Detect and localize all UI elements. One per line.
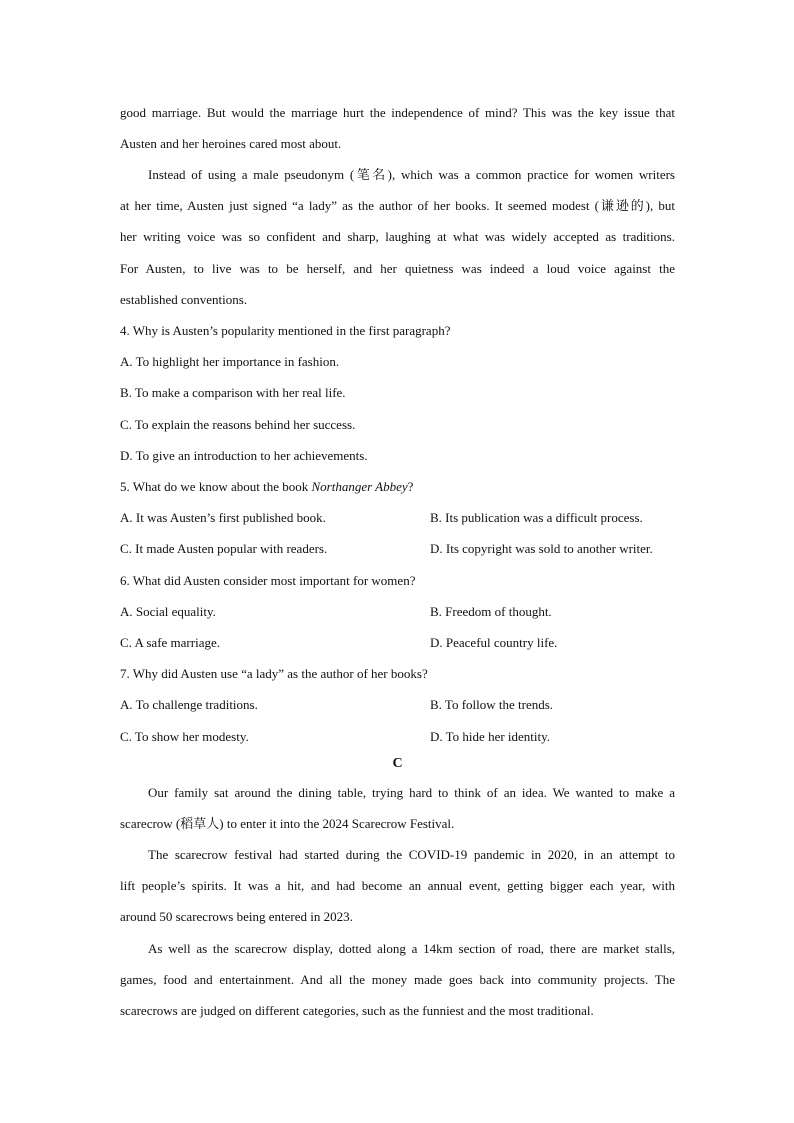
passage-b-line-3: Instead of using a male pseudonym (笔名), which was a common practice for women writers bbox=[148, 167, 675, 182]
question-7-option-a[interactable]: A. To challenge traditions. bbox=[120, 697, 258, 712]
section-c-line-7: games, food and entertainment. And all the money made goes back into community projects. The bbox=[120, 972, 675, 987]
section-c-line-6: As well as the scarecrow display, dotted along a 14km section of road, there are market stalls, bbox=[148, 941, 675, 956]
passage-b-line-4: at her time, Austen just signed “a lady” as the author of her books. It seemed modest (谦逊的), but bbox=[120, 198, 675, 213]
question-4-option-d[interactable]: D. To give an introduction to her achievements. bbox=[120, 448, 368, 463]
question-7-option-b[interactable]: B. To follow the trends. bbox=[430, 697, 554, 712]
question-5-option-a[interactable]: A. It was Austen’s first published book. bbox=[120, 510, 326, 525]
question-5-stem-end: ? bbox=[407, 479, 414, 494]
question-5-option-d[interactable]: D. Its copyright was sold to another writer. bbox=[430, 541, 653, 556]
passage-b-line-2: Austen and her heroines cared most about. bbox=[120, 136, 342, 151]
question-6-option-a[interactable]: A. Social equality. bbox=[120, 604, 216, 619]
passage-b-line-6: For Austen, to live was to be herself, and her quietness was indeed a loud voice against the bbox=[120, 261, 675, 276]
question-5-option-c[interactable]: C. It made Austen popular with readers. bbox=[120, 541, 328, 556]
question-5-stem bbox=[120, 479, 675, 495]
passage-b-line-5: her writing voice was so confident and sharp, laughing at what was widely accepted as traditions. bbox=[120, 229, 675, 244]
question-4-option-c[interactable]: C. To explain the reasons behind her success. bbox=[120, 417, 356, 432]
question-4-option-b[interactable]: B. To make a comparison with her real life. bbox=[120, 385, 346, 400]
passage-b-line-7: established conventions. bbox=[120, 292, 248, 307]
section-c-line-4: lift people’s spirits. It was a hit, and had become an annual event, getting bigger each year, with bbox=[120, 878, 675, 893]
question-6-option-b[interactable]: B. Freedom of thought. bbox=[430, 604, 552, 619]
section-c-line-2: scarecrow (稻草人) to enter it into the 2024 Scarecrow Festival. bbox=[120, 816, 455, 831]
question-5-option-b[interactable]: B. Its publication was a difficult process. bbox=[430, 510, 643, 525]
question-4-stem: 4. Why is Austen’s popularity mentioned in the first paragraph? bbox=[120, 323, 451, 338]
section-c-line-3: The scarecrow festival had started during the COVID-19 pandemic in 2020, in an attempt to bbox=[148, 847, 675, 862]
book-title: Northanger Abbey bbox=[311, 479, 408, 494]
question-7-option-c[interactable]: C. To show her modesty. bbox=[120, 729, 249, 744]
question-7-option-d[interactable]: D. To hide her identity. bbox=[430, 729, 551, 744]
question-6-option-c[interactable]: C. A safe marriage. bbox=[120, 635, 220, 650]
question-5-stem-text: 5. What do we know about the book bbox=[120, 479, 312, 494]
question-6-stem: 6. What did Austen consider most important for women? bbox=[120, 573, 416, 588]
passage-b-line-1: good marriage. But would the marriage hurt the independence of mind? This was the key issue that bbox=[120, 105, 675, 120]
question-4-option-a[interactable]: A. To highlight her importance in fashion. bbox=[120, 354, 340, 369]
question-7-stem: 7. Why did Austen use “a lady” as the author of her books? bbox=[120, 666, 428, 681]
question-6-option-d[interactable]: D. Peaceful country life. bbox=[430, 635, 558, 650]
section-c-line-8: scarecrows are judged on different categories, such as the funniest and the most traditional. bbox=[120, 1003, 594, 1018]
section-c-line-5: around 50 scarecrows being entered in 2023. bbox=[120, 909, 353, 924]
section-c-line-1: Our family sat around the dining table, trying hard to think of an idea. We wanted to make a bbox=[148, 785, 675, 800]
section-c-heading: C bbox=[392, 756, 403, 771]
